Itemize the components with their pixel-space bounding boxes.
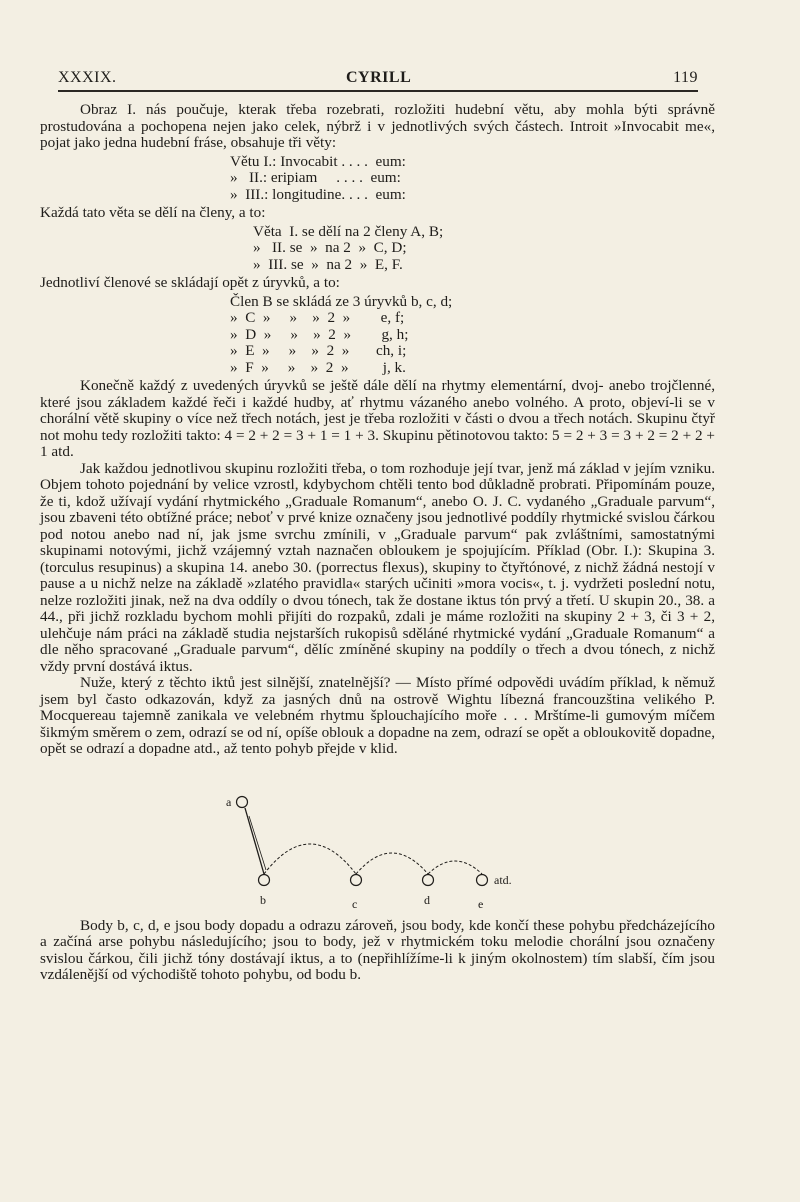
ball-c: [351, 874, 362, 885]
label-c: c: [352, 896, 358, 911]
fragment-list: [40, 294, 715, 377]
paragraph-points: Body b, c, d, e jsou body dopadu a odrazu zároveň, jsou body, kde končí these pohybu předcházejícího a začíná arse pohybu následujícího; jsou to body, jež v rhytmickém toku melodie chorální jsou označeny svislou čárkou, čili jichž tóny dostávají iktus, a to (nepřihlížíme-li k jiným okolnostem) tím slabší, čím jsou vzdálenější od východiště tohoto pohybu, od bodu b.: [40, 916, 715, 983]
label-atd: atd.: [494, 872, 512, 887]
header-rule: [58, 90, 698, 92]
verse-line: » II.: eripiam . . . . eum:: [230, 169, 401, 186]
paragraph-intro: Obraz I. nás poučuje, kterak třeba rozebrati, rozložiti hudební větu, aby mohla býti správně prostudována a pochopena nejen jako celek, nýbrž i v jednotlivých svých částech. Introit »Invocabit me«, pojat jako jedna hudební fráse, obsahuje tři věty:: [40, 101, 715, 151]
paragraph-fragments-intro: Jednotliví členové se skládají opět z úryvků, a to:: [40, 274, 340, 291]
label-d: d: [424, 892, 430, 907]
member-line: » III. se » na 2 » E, F.: [253, 255, 403, 273]
drop-line: [245, 808, 264, 874]
paragraph-groups: Jak každou jednotlivou skupinu rozložiti třeba, o tom rozhoduje její tvar, jenž má základ v jejím vzniku. Objem tohoto pojednání by velice vzrostl, kdybychom chtěli tento bod důkladně probrati. Připomínám pouze, že ti, kdož užívají vydání rhytmického „Graduale Romanum“, anebo O. J. C. vydaného „Graduale parvum“, jsou zbaveni této obtížné práce; neboť v prvé knize označeny jsou jednotlivé poddíly rhytmické svislou čárkou pod notou anebo nad ní, jak jsme svrchu zmínili, v „Graduale parvum“ pak zvláštními, samostatnými skupinami notovými, jichž vzájemný vztah naznačen obloukem je spojujícím. Příklad (Obr. I.): Skupina 3. (torculus resupinus) a skupina 14. anebo 30. (porrectus flexus), skupiny to čtyřtónové, z nichž žádná nestojí v pause a u nichž nelze na základě »zlatého pravidla« starých učiniti »mora vocis«, t. j. vydržeti poslední notu, nelze rozložiti jinak, než na dva oddíly o dvou tónech, tak že dostane iktus tón prvý a třetí. U skupin 20., 38. a 44., při jichž rozkladu bychom mohli přijíti do rozpaků, zdali je máme rozložiti na skupiny 2 + 3, či 3 + 2, ulehčuje nám práci na základě studia nejstarších rukopisů sděláné rhytmické vydání „Graduale Romanum“ a dle něho spracované „Graduale parvum“, dělíc zmíněné skupiny na poddíly o třech a dvou tónech, z nichž vždy první dostává iktus.: [40, 459, 715, 675]
verse-line: Větu I.: Invocabit . . . . eum:: [230, 152, 406, 170]
verse-line: » III.: longitudine. . . . eum:: [230, 185, 406, 203]
fragment-line: » E » » » 2 » ch, i;: [230, 342, 407, 359]
volume-number: XXXIX.: [58, 69, 117, 86]
journal-title: CYRILL: [346, 69, 412, 86]
bounce-arc: [264, 844, 356, 874]
ball-b: [259, 874, 270, 885]
label-b: b: [260, 892, 266, 907]
ball-d: [423, 874, 434, 885]
ball-e: [477, 874, 488, 885]
fragment-line: » C » » » 2 » e, f;: [230, 309, 405, 326]
bouncing-ball-diagram: [40, 764, 715, 914]
label-a: a: [226, 794, 232, 809]
paragraph-members-intro: Každá tato věta se dělí na členy, a to:: [40, 204, 266, 221]
member-line: Věta I. se dělí na 2 členy A, B;: [253, 222, 444, 240]
bouncing-ball-figure: [40, 764, 715, 914]
bounce-arc: [356, 853, 428, 874]
label-e: e: [478, 896, 484, 911]
member-line: » II. se » na 2 » C, D;: [253, 239, 407, 256]
page-number: 119: [673, 69, 698, 86]
paragraph-rhythms: Konečně každý z uvedených úryvků se ještě dále dělí na rhytmy elementární, dvoj- anebo trojčlenné, které jsou základem každé řeči i každé hudby, ať rhytmu vázaného anebo volného. A proto, objeví-li se v chorální větě skupiny o více než třech notách, jest je třeba rozložiti v části o dvou a třech notách. Skupinu čtyř not mohu tedy rozložiti takto: 4 = 2 + 2 = 3 + 1 = 1 + 3. Skupinu pětinotovou takto: 5 = 2 + 3 = 3 + 2 = 2 + 2 + 1 atd.: [40, 377, 715, 460]
drop-line: [249, 816, 266, 870]
ball-start: [237, 796, 248, 807]
running-header: [58, 69, 698, 91]
article-body: [40, 102, 715, 984]
fragment-line: » F » » » 2 » j, k.: [230, 358, 406, 376]
bounce-arc: [428, 861, 482, 874]
paragraph-ball-example: Nuže, který z těchto iktů jest silnější, znatelnější? — Místo přímé odpovědi uvádím příklad, k němuž jsem byl často odkazován, když za jasných dnů na ostrově Wightu líbezná francouzština velikého P. Mocquereau tajemně zanikala ve velebném rhytmu šplouchajícího moře . . . Mrštíme-li gumovým míčem šikmým směrem o zem, odrazí se od ní, opíše oblouk a dopadne na zem, odrazí se opět a obloukovitě dopadne, opět se odrazí a dopadne atd., až tento pohyb přejde v klid.: [40, 674, 715, 757]
member-list: [40, 224, 715, 274]
fragment-line: » D » » » 2 » g, h;: [230, 325, 409, 343]
fragment-line: Člen B se skládá ze 3 úryvků b, c, d;: [230, 292, 453, 310]
verse-list: [40, 154, 715, 204]
